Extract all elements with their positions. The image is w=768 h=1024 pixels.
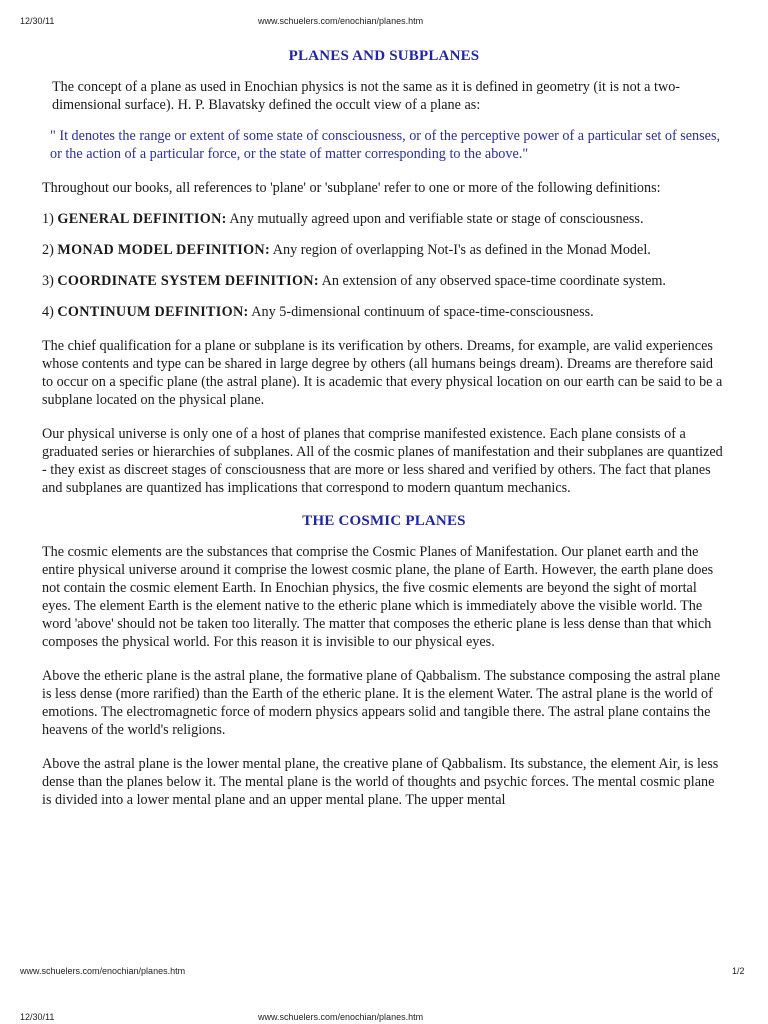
mental-plane-paragraph: Above the astral plane is the lower mental plane, the creative plane of Qabbalism. Its substance, the element Air, is less dense than the planes below it. The mental plane is the world of thoughts and psychic forces. The mental cosmic plane is divided into a lower mental plane and an upper mental plane. The upper mental [42, 756, 719, 808]
definition-number: 2) [42, 242, 54, 258]
intro-paragraph: The concept of a plane as used in Enochian physics is not the same as it is defined in geometry (it is not a two-dimensional surface). H. P. Blavatsky defined the occult view of a plane as: [52, 79, 681, 113]
chief-qualification-paragraph: The chief qualification for a plane or subplane is its verification by others. Dreams, for example, are valid experiences whose contents and type can be shared in large degree by others (all humans beings dream). Dreams are therefore said to occur on a specific plane (the astral plane). It is academic that every physical location on our earth can be said to be a subplane located on the physical plane. [42, 338, 723, 408]
throughout-paragraph: Throughout our books, all references to 'plane' or 'subplane' refer to one or more of the following definitions: [42, 180, 661, 196]
definition-term: CONTINUUM DEFINITION: [57, 304, 249, 320]
definition-term: GENERAL DEFINITION: [57, 211, 227, 227]
astral-plane-paragraph: Above the etheric plane is the astral plane, the formative plane of Qabbalism. The substance composing the astral plane is less dense (more rarified) than the Earth of the etheric plane. It is the element Water. The astral plane is the world of emotions. The electromagnetic force of modern physics appears solid and tangible there. The astral plane contains the heavens of the world's religions. [42, 668, 721, 738]
definition-text: An extension of any observed space-time coordinate system. [321, 273, 666, 289]
physical-universe-paragraph: Our physical universe is only one of a host of planes that comprise manifested existence. Each plane consists of a graduated series or hierarchies of subplanes. All of the cosmic planes of manifestation and their subplanes are quantized - they exist as discreet stages of consciousness that are more or less shared and verified by others. The fact that planes and subplanes are quantized has implications that correspond to modern quantum mechanics. [42, 426, 723, 496]
definition-coordinate-system [42, 272, 726, 290]
document-body [42, 48, 726, 809]
definition-continuum [42, 303, 726, 321]
print-header-url: www.schuelers.com/enochian/planes.htm [258, 16, 424, 26]
definition-number: 1) [42, 211, 54, 227]
heading-planes-and-subplanes: PLANES AND SUBPLANES [288, 48, 480, 64]
definition-general [42, 210, 726, 228]
definition-number: 4) [42, 304, 54, 320]
next-page-header-url: www.schuelers.com/enochian/planes.htm [258, 1012, 424, 1022]
definition-text: Any 5-dimensional continuum of space-time-consciousness. [251, 304, 594, 320]
heading-cosmic-planes: THE COSMIC PLANES [302, 513, 466, 529]
next-page-header-date: 12/30/11 [20, 1012, 55, 1022]
definition-text: Any region of overlapping Not-I's as defined in the Monad Model. [272, 242, 651, 258]
definition-text: Any mutually agreed upon and verifiable state or stage of consciousness. [229, 211, 644, 227]
print-footer-page-number: 1/2 [732, 966, 745, 976]
definition-number: 3) [42, 273, 54, 289]
definition-term: MONAD MODEL DEFINITION: [57, 242, 270, 258]
definition-monad-model [42, 241, 726, 259]
blavatsky-quote: " It denotes the range or extent of some state of consciousness, or of the perceptive power of a particular set of senses, or the action of a particular force, or the state of matter corresponding to the above." [50, 128, 721, 162]
print-header-date: 12/30/11 [20, 16, 55, 26]
definition-term: COORDINATE SYSTEM DEFINITION: [57, 273, 319, 289]
print-footer-url: www.schuelers.com/enochian/planes.htm [20, 966, 186, 976]
cosmic-elements-paragraph: The cosmic elements are the substances that comprise the Cosmic Planes of Manifestation. Our planet earth and the entire physical universe around it comprise the lowest cosmic plane, the plane of Earth. However, the earth plane does not contain the cosmic element Earth. In Enochian physics, the five cosmic elements are beyond the sight of mortal eyes. The element Earth is the element native to the etheric plane which is immediately above the visible world. The word 'above' should not be taken too literally. The matter that composes the etheric plane is less dense than that which composes the physical world. For this reason it is invisible to our physical eyes. [42, 544, 714, 650]
